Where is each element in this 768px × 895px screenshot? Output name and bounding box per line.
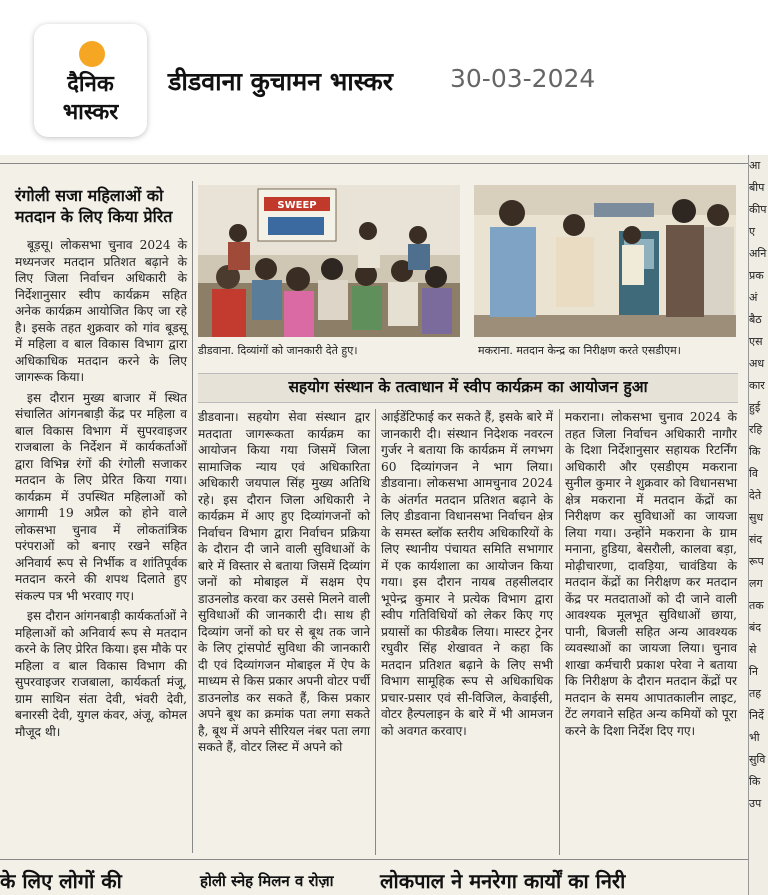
dainik-bhaskar-logo [34,24,147,137]
logo-line-2: भास्कर [62,100,119,125]
strip-fragment: नि [749,665,758,678]
photo-polling-inspection [474,185,736,337]
bottom-headline-3: लोकपाल ने मनरेगा कार्यों का निरी [380,869,626,893]
strip-fragment: रूप [749,555,764,568]
adjacent-column-strip [748,155,768,895]
strip-fragment: वि [749,467,758,480]
edition-date: 30-03-2024 [450,64,596,93]
logo-line-1: दैनिक [67,72,114,97]
strip-fragment: अध [749,357,765,370]
strip-fragment: कि [749,775,761,788]
strip-fragment: सुवि [749,753,766,766]
strip-fragment: संद [749,533,763,546]
bottom-headline-2: होली स्नेह मिलन व रोज़ा [200,872,334,890]
strip-fragment: लग [749,577,763,590]
strip-fragment: देते [749,489,762,502]
photo-caption-1: डीडवाना. दिव्यांगों को जानकारी देते हुए। [198,344,358,357]
main-col3-text: मकराना। लोकसभा चुनाव 2024 के तहत जिला निर्वाचन अधिकारी नागौर के दिशा निर्देशानुसार सहायक रिटर्निंग अधिकारी और एसडीएम मकराना सुनील कुमार ने शुक्रवार को विधानसभा क्षेत्र मकराना में मतदान केंद्रों का निरीक्षण कर सुविधाओं का जायजा लिया गया। उन्होंने मकराना के ग्राम मनाना, हुडिया, बेसरौली, कालवा बड़ा, मोढ़ीचारणा, दावड़िया, चावंडिया के मतदान केंद्रों का निरीक्षण कर मतदान केंद्र पर मतदाताओं को दी जाने वाली आवश्यक मूलभूत सुविधाओं छाया, पानी, बिजली सहित अन्य आवश्यक व्यवस्थाओं का जायजा लिया। चुनाव शाखा कर्मचारी प्रकाश परेवा ने बताया कि निरीक्षण के दौरान मतदान केंद्रों पर मतदान के समय आपातकालीन लाइट, टेंट लगवाने सहित अन्य कमियों को पूरा करने के दिशा निर्देश दिए गए। [565,410,737,738]
photo-divyang-meeting-image [198,185,460,337]
strip-fragment: तह [749,687,762,700]
strip-fragment: प्रक [749,269,764,282]
strip-fragment: भी [749,731,760,744]
top-rule [0,163,748,164]
strip-fragment: बैठ [749,313,762,326]
bottom-headline-1: के लिए लोगों की [0,869,122,893]
left-paragraph-2: इस दौरान मुख्य बाजार में स्थित संचालित आंगनबाड़ी केंद्र पर महिला व बाल विकास विभाग में सुपरवाइजर राजबाला के निर्देशन में कार्यकर्ताओं द्वारा विभिन्न रंगों की रंगोली सजाकर मतदान के लिए प्रेरित किया गया। कार्यक्रम में उपस्थित महिलाओं को आगामी 19 अप्रैल को होने वाले लोकसभा चुनाव में लोकतांत्रिक परंपराओं को बनाए रखने सहित अनिवार्य रूप से निर्भीक व शांतिपूर्वक मतदान करने की शपथ दिलाते हुए संकल्प पत्र भी भरवाए गए। [15,390,187,603]
photo-polling-inspection-image [474,185,736,337]
column-rule [375,409,376,855]
photo-divyang-meeting [198,185,460,337]
main-story-headline: सहयोग संस्थान के तत्वाधान में स्वीप कार्यक्रम का आयोजन हुआ [288,377,648,396]
strip-fragment: ए [749,225,756,238]
left-paragraph-3: इस दौरान आंगनबाड़ी कार्यकर्ताओं ने महिलाओं को अनिवार्य रूप से मतदान करने के लिए प्रेरित किया। इस मौके पर महिला व बाल विकास विभाग की सुपरवाइजर राजबाला, कार्यकर्ता मंजू, ग्राम साथिन संता देवी, भंवरी देवी, बनारसी देवी, युगल कंवर, अंजू, कोमल मौजूद थी। [15,609,187,739]
sweep-banner-text: SWEEP [277,200,317,211]
main-story-column-1 [198,409,370,756]
strip-fragment: कीप [749,203,767,216]
strip-fragment: उप [749,797,762,810]
sun-icon [79,41,105,67]
bottom-rule [0,859,748,860]
edition-title: डीडवाना कुचामन भास्कर [168,67,393,96]
column-rule [559,409,560,855]
strip-fragment: एस [749,335,763,348]
strip-fragment: कि [749,445,761,458]
strip-fragment: सुध [749,511,764,524]
main-story-column-2 [381,409,553,739]
strip-fragment: कार [749,379,765,392]
left-story-headline: रंगोली सजा महिलाओं को मतदान के लिए किया प्रेरित [15,186,173,226]
left-story-body [15,237,187,744]
strip-fragment: आ [749,159,761,172]
column-rule [192,181,193,853]
strip-fragment: तक [749,599,764,612]
strip-fragment: अनि [749,247,767,260]
strip-fragment: अं [749,291,758,304]
strip-fragment: बीप [749,181,765,194]
strip-fragment: बंद [749,621,762,634]
newspaper-clipping [0,155,768,895]
strip-fragment: हुई [749,401,761,414]
main-story-column-3 [565,409,737,739]
strip-fragment: निर्दे [749,709,764,722]
page-header [0,0,768,155]
main-col1-text: डीडवाना। सहयोग सेवा संस्थान द्वार मतदाता जागरूकता कार्यक्रम का आयोजन किया गया जिसमें जिला सामाजिक न्याय एवं अधिकारिता अधिकारी जयपाल सिंह मुख्य अतिथि रहे। इस दौरान जिला अधिकारी ने कार्यक्रम में आए हुए दिव्यांगजनों को निर्वाचन विभाग द्वारा निर्वाचन प्रक्रिया के दौरान दी जाने वाली सुविधाओं के बारे में विस्तार से बताया जिसमें दिव्यांग जनों को मोबाइल में सक्षम ऐप डाउनलोड करवा कर उससे मिलने वाली सुविधाओं की जानकारी दी। साथ ही दिव्यांग जनों को घर से बूथ तक जाने के लिए ट्रांसपोर्ट सुविधा की जानकारी दी एवं दिव्यांगजन मोबाइल में ऐप के माध्यम से किस प्रकार अपनी वोटर पर्ची डाउनलोड कर सकते हैं, किस प्रकार अपने बूथ का क्रमांक पता लगा सकते है, बूथ में अपने सीरियल नंबर पता लगा सकते हैं, वोटर लिस्ट में अपने को [198,410,370,754]
strip-fragment: से [749,643,757,656]
photo-caption-2: मकराना. मतदान केन्द्र का निरीक्षण करते एसडीएम। [478,344,681,357]
left-paragraph-1: बूड़सू। लोकसभा चुनाव 2024 के मध्यनजर मतदान प्रतिशत बढ़ाने के लिए जिला निर्वाचन अधिकारी के निर्देशानुसार स्वीप कार्यक्रम सहित अनेक कार्यक्रम आयोजित किए जा रहे है। इसके तहत शुक्रवार को गांव बूडसू में महिला व बाल विकास विभाग द्वारा अधिकाधिक मतदान करने के लिए जागरूक किया। [15,238,187,384]
strip-fragment: रहि [749,423,763,436]
main-col2-text: आईडेंटिफाई कर सकते हैं, इसके बारे में जानकारी दी। संस्थान निदेशक नवरत्न गुर्जर ने बताया कि कार्यक्रम में लगभग 60 दिव्यांगजन ने भाग लिया। डीडवाना। लोकसभा आमचुनाव 2024 के अंतर्गत मतदान प्रतिशत बढ़ाने के लिए डीडवाना विधानसभा निर्वाचन क्षेत्र के समस्त ब्लॉक स्तरीय अधिकारियों के लिए स्थानीय पंचायत समिति सभागार में एक कार्यशाला का आयोजन किया गया। इस दौरान नायब तहसीलदार भूपेन्द्र कुमार ने प्रत्येक विभाग द्वारा स्वीप गतिविधियों को लेकर किए गए प्रयासों का फीडबैक लिया। मास्टर ट्रेनर रघुवीर सिंह शेखावत ने कहा कि मतदान प्रतिशत बढ़ाने के लिए सभी विभाग सामूहिक रूप से अधिकाधिक प्रचार-प्रसार एवं सी-विजिल, केवाईसी, वोटर हैल्पलाइन के बारे में भी आमजन को अवगत करवाए। [381,410,553,738]
